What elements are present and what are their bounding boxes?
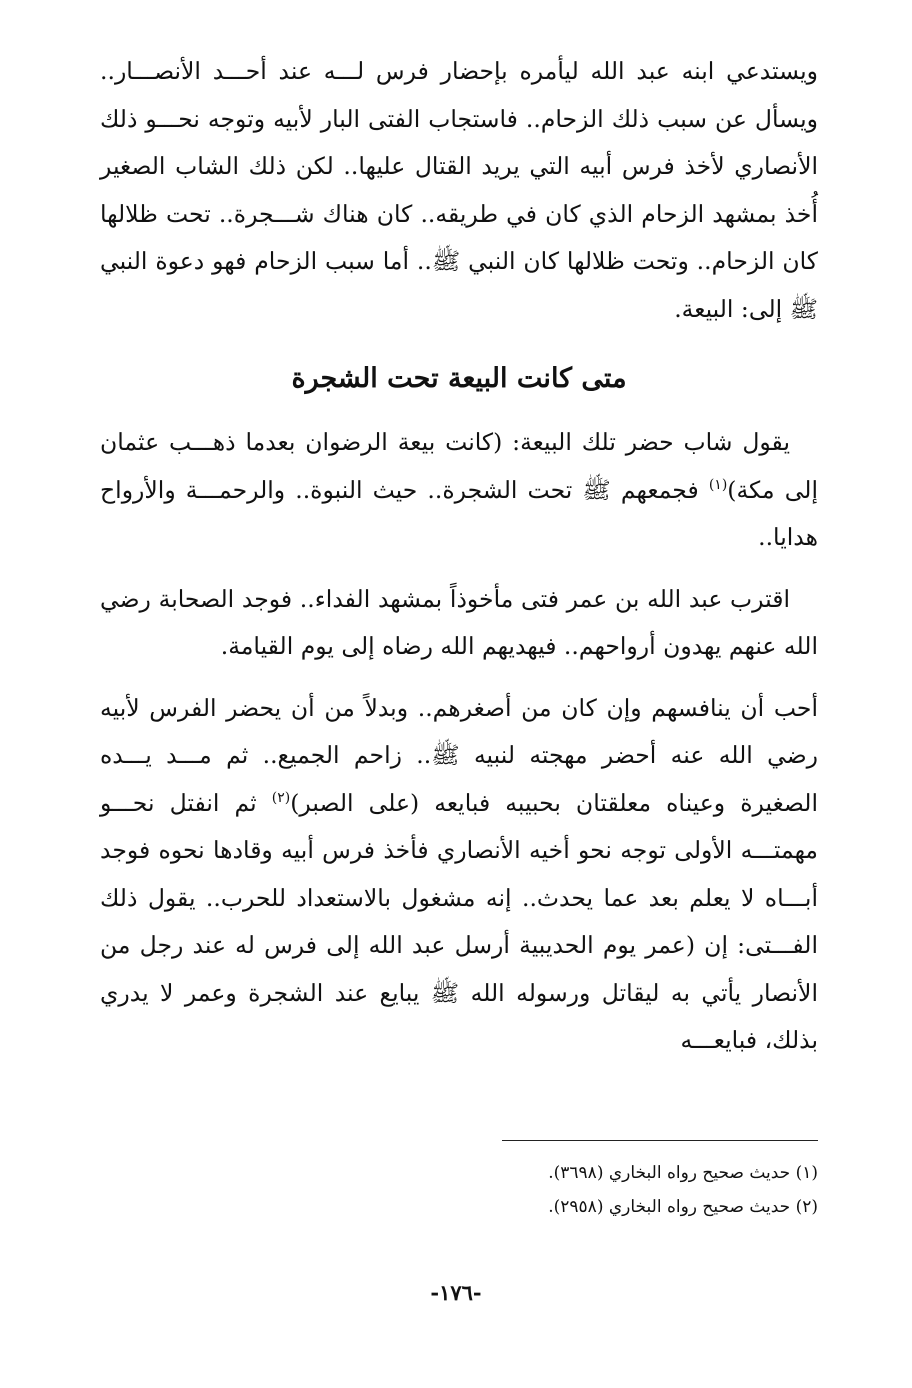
footnote-ref-2: (٢): [271, 789, 291, 806]
footnote-divider: [502, 1140, 818, 1141]
footnote-ref-1: (١): [708, 476, 728, 493]
paragraph-4-text-a: أحب أن ينافسهم وإن كان من أصغرهم.. وبدلاً من أن يحضر الفرس لأبيه رضي الله عنه أحضر مهجته لنبيه ﷺ.. زاحم الجميع.. ثم مـــد يـــده الصغيرة وعيناه معلقتان بحبيبه فبايعه (على الصبر): [100, 693, 818, 817]
page-body: [100, 48, 818, 1065]
paragraph-2-text-b: فجمعهم ﷺ تحت الشجرة.. حيث النبوة.. والرحمـــة والأرواح هدايا..: [100, 475, 818, 551]
footnote-2: (٢) حديث صحيح رواه البخاري (٢٩٥٨).: [548, 1197, 818, 1217]
paragraph-3: اقترب عبد الله بن عمر فتى مأخوذاً بمشهد الفداء.. فوجد الصحابة رضي الله عنهم يهدون أرواحهم.. فيهديهم الله رضاه إلى يوم القيامة.: [100, 584, 818, 660]
paragraph-1: ويستدعي ابنه عبد الله ليأمره بإحضار فرس لـــه عند أحـــد الأنصـــار.. ويسأل عن سبب ذلك الزحام.. فاستجاب الفتى البار لأبيه وتوجه نحـــو ذلك الأنصاري لأخذ فرس أبيه التي يريد القتال عليها.. لكن ذلك الشاب الصغير أُخذ بمشهد الزحام الذي كان في طريقه.. كان هناك شـــجرة.. تحت ظلالها كان الزحام.. وتحت ظلالها كان النبي ﷺ.. أما سبب الزحام فهو دعوة النبي ﷺ إلى: البيعة.: [100, 57, 818, 323]
paragraph-4-text-b: ثم انفتل نحـــو مهمتـــه الأولى توجه نحو أخيه الأنصاري فأخذ فرس أبيه وقادها نحوه فوجد أبـــاه لا يعلم بعد عما يحدث.. إنه مشغول بالاستعداد للحرب.. يقول ذلك الفـــتى: إن (عمر يوم الحديبية أرسل عبد الله إلى فرس له عند رجل من الأنصار يأتي به ليقاتل ورسوله الله ﷺ يبايع عند الشجرة وعمر لا يدري بذلك، فبايعـــه: [100, 788, 818, 1054]
paragraph-2: [100, 419, 818, 562]
footnotes: [100, 1156, 818, 1224]
paragraph-4: [100, 685, 818, 1065]
footnote-1: (١) حديث صحيح رواه البخاري (٣٦٩٨).: [548, 1163, 818, 1183]
page-number: -١٧٦-: [430, 1280, 482, 1305]
section-heading: متى كانت البيعة تحت الشجرة: [291, 363, 627, 394]
paragraph-2-text-a: يقول شاب حضر تلك البيعة: (كانت بيعة الرضوان بعدما ذهـــب عثمان إلى مكة): [100, 428, 818, 504]
